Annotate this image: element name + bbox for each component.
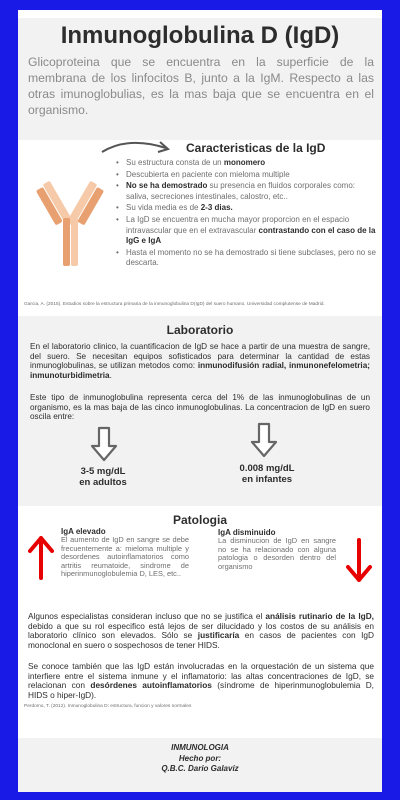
down-arrow-icon — [90, 426, 118, 462]
high-igd-title: IgA elevado — [61, 527, 106, 536]
infographic-page — [18, 10, 382, 792]
pathology-title: Patologia — [172, 513, 227, 527]
list-item: • No se ha demostrado su presencia en fluidos corporales como: saliva, secreciones intestinales, calostro, etc.. — [116, 181, 378, 202]
laboratory-paragraph-1: En el laboratorio clinico, la cuantificacion de IgD se hace a partir de una muestra de sangre, del suero. Se necesitan equipos sofisticados para determinar la cantidad de estas inmunoglobulinas, se utilizan metodos como: inmunodifusión radial, inmunonefelometria; inmunoturbidimetria. — [30, 342, 370, 380]
laboratory-title: Laboratorio — [166, 323, 234, 337]
high-igd-text: El aumento de IgD en sangre se debe frecuentemente a: mieloma multiple y desordenes autoinflamatorios como artritis reumatoide, sindrome de hiperinmunoglobulemia D, LES, etc.. — [61, 535, 189, 578]
list-item: • Descubierta en paciente con mieloma multiple — [116, 170, 378, 181]
list-item: • La IgD se encuentra en mucha mayor proporcion en el espacio intravascular que en el extravascular contrastando con el caso de la IgG e IgA — [116, 215, 378, 247]
characteristics-list — [116, 158, 378, 270]
reference-perdomo: Perdomo, T. (2012). Inmunoglobulina D: estructura, funcion y valores normales — [24, 704, 192, 709]
infant-concentration: 0.008 mg/dL en infantes — [239, 463, 295, 485]
low-igd-title: IgA disminuido — [218, 528, 276, 537]
characteristics-title: Caracteristicas de la IgD — [186, 141, 326, 155]
list-item: • Su vida media es de 2-3 dias. — [116, 203, 378, 214]
laboratory-paragraph-2: Este tipo de inmunoglobulina representa cerca del 1% de las inmunoglobulinas de un organismo, es la mas baja de las cinco inmunoglobulinas. La concentracion de IgD en suero oscila entre: — [30, 393, 370, 422]
adult-concentration: 3-5 mg/dL en adultos — [79, 466, 127, 488]
down-arrow-icon — [250, 422, 278, 458]
footer-credits: INMUNOLOGIA Hecho por: Q.B.C. Dario Galaviz — [161, 743, 239, 774]
reference-garcia: Garcia, A. (2015). Estudios sobre la estructura primaria de la inmunoglobulina D(IgD) del suero humano. Universidad complutense de Madrid. — [24, 302, 325, 307]
pathology-paragraph-1: Algunos especialistas consideran incluso que no se justifica el análisis rutinario de la IgD, debido a que su rol especifico está lejos de ser dilucidado y los costos de su análisis en laboratorio clínico son elevados. Sólo se justificaría en casos de pacientes con IgD monoclonal en suero o sospechosos de tener HIDS. — [28, 611, 374, 651]
low-igd-text: La disminucion de IgD en sangre no se ha relacionado con alguna patologia o desorden dentro del organismo — [218, 536, 336, 571]
page-title: Inmunoglobulina D (IgD) — [60, 22, 340, 49]
red-up-arrow-icon — [28, 536, 54, 580]
intro-text: Glicoproteina que se encuentra en la superficie de la membrana de los linfocitos B, junto a la IgM. Respecto a las otras imunoglobulias, es la mas baja que se encuentra en el organismo. — [28, 55, 374, 117]
red-down-arrow-icon — [346, 538, 372, 582]
antibody-icon — [32, 172, 108, 268]
list-item: • Hasta el momento no se ha demostrado si tiene subclases, pero no se descarta. — [116, 248, 378, 269]
curved-arrow-icon — [98, 138, 178, 158]
pathology-paragraph-2: Se conoce también que las IgD están involucradas en la orquestación de un sistema que interfiere entre el sistema inmune y el inflamatorio: las altas concentraciones de IgD, se relacionan con desórdenes autoinflamatorios (síndrome de hiperinmunoglobulemia D, HIDS o hiper-IgD). — [28, 661, 374, 701]
list-item: • Su estructura consta de un monomero — [116, 158, 378, 169]
